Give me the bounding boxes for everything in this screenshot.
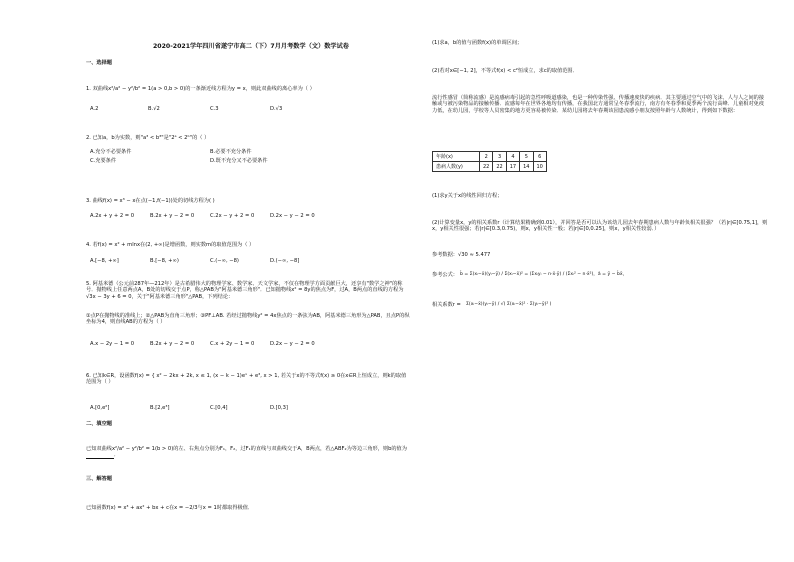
q2-opt-b: B.必要不充分条件	[210, 149, 252, 155]
q8-part1: (1)求a，b的值与函数f(x)的单调区间；	[432, 40, 523, 46]
correlation-label: 相关系数r =	[432, 302, 461, 308]
q1-opt-b: B.√2	[148, 106, 160, 112]
formula-label: 参考公式：	[432, 272, 458, 278]
table-cell: 17	[506, 162, 519, 172]
q2-opt-c: C.充要条件	[90, 158, 117, 164]
q3-opt-d: D.2x − y − 2 = 0	[270, 213, 315, 219]
q3-opt-c: C.2x − y + 2 = 0	[210, 213, 255, 219]
q4-opt-b: B.[−8, +∞)	[150, 258, 179, 264]
regression-formula: b̂ = Σ(xᵢ−x̄)(yᵢ−ȳ) / Σ(xᵢ−x̄)² = (Σxᵢyᵢ − n·x̄·ȳ) / (Σxᵢ² − n·x̄²)，â = ȳ − b̂x̄，	[460, 272, 628, 277]
q1-opt-a: A.2	[90, 106, 99, 112]
q7-text: 已知双曲线x²/a² − y²/b² = 1(b > 0)的左、右焦点分别为F₁，F₂，过F₁的直线与双曲线交于A，B两点，若△ABF₂为等边三角形，则b的值为	[86, 446, 407, 452]
section-choice: 一、选择题	[86, 60, 112, 66]
table-cell: 4	[506, 152, 519, 162]
q9-intro: 流行性感冒（简称流感）是流感病毒引起的急性呼吸道感染，也是一种传染性强、传播速度快的疾病．其主要通过空气中的飞沫、人与人之间的接触或与被污染物品的接触传播．流感每年在世界各地均有传播，在我国北方通常呈冬春季流行，南方有冬春季和夏季两个流行高峰．儿童相对免疫力低，在幼儿园，学校等人员密集的地方更容易被传染．某幼儿园将去年春期该园患流感小朋友按照年龄与人数统计，得到如下数据：	[432, 95, 765, 114]
q9-part1: (1)求y关于x的线性回归方程；	[432, 193, 503, 199]
q6-opt-c: C.[0,4]	[210, 405, 228, 411]
q7-tail: ．	[114, 452, 120, 459]
q1-opt-c: C.3	[210, 106, 219, 112]
table-cell: 3	[493, 152, 506, 162]
q3-opt-a: A.2x + y + 2 = 0	[90, 213, 135, 219]
table-row	[433, 162, 547, 172]
section-fill: 二、填空题	[86, 421, 112, 427]
right-column	[432, 0, 772, 562]
table-cell: 2	[480, 152, 493, 162]
table-cell: 22	[493, 162, 506, 172]
q8-stem: 已知函数f(x) = x³ + ax² + bx + c在x = −2/3与x = 1时都取得极值．	[86, 505, 254, 511]
q4-stem: 4. 若f(x) = x² + mlnx在(2, +∞)是增函数，则实数m的取值范围为（ ）	[86, 242, 255, 248]
q5-opt-a: A.x − 2y − 1 = 0	[90, 341, 135, 347]
table-cell: 10	[533, 162, 546, 172]
q5-conditions: ①点P在抛物线的准线上；②△PAB为直角三角形；③PF⊥AB. 若经过抛物线y² = 4x焦点的一条弦为AB，阿基米德三角形为△PAB，且点P的纵坐标为4，则直线AB的方程为（ ）	[86, 313, 410, 326]
q3-opt-b: B.2x + y − 2 = 0	[150, 213, 195, 219]
q5-opt-b: B.2x + y − 2 = 0	[150, 341, 195, 347]
q6-stem: 6. 已知k∈R，设函数f(x) = { x² − 2kx + 2k, x ≤ 1, (x − k − 1)eˣ + e³, x > 1, 若关于x的不等式f(x) ≥ 0在x∈R上恒成立，则k的取值范围为（ ）	[86, 373, 407, 386]
q4-opt-c: C.(−∞, −8)	[210, 258, 239, 264]
q5-opt-d: D.2x − y − 2 = 0	[270, 341, 315, 347]
q5-stem: 5. 阿基米德（公元前287年—212年）是古希腊伟大的物理学家、数学家、天文学家，不仅在物理学方面贡献巨大，还享有"数学之神"的称号．抛物线上任意两点A，B处的切线交于点P，称△PAB为"阿基米德三角形"．已知抛物线x² = 8y的焦点为F，过A，B两点的直线的方程为√3x − 3y + 6 = 0，关于"阿基米德三角形"△PAB，下列结论：	[86, 281, 404, 300]
section-answer: 三、解答题	[86, 476, 112, 482]
q6-opt-a: A.[0,e²]	[90, 405, 110, 411]
row-label-age: 年龄(x)	[433, 152, 480, 162]
q4-opt-a: A.[−8, +∞]	[90, 258, 119, 264]
q2-opt-a: A.充分不必要条件	[90, 149, 132, 155]
q5-opt-c: C.x + 2y − 1 = 0	[210, 341, 255, 347]
answer-blank	[86, 453, 114, 459]
reference-data: 参考数据：√30 ≈ 5.477	[432, 252, 491, 258]
q6-opt-d: D.[0,3]	[270, 405, 288, 411]
table-cell: 6	[533, 152, 546, 162]
q9-part2: (2)计算变量x，y的相关系数r（计算结果精确到0.01），并回答是否可以认为该幼儿园去年春期患病人数与年龄负相关很强？（若|r|∈[0.75,1]，则x，y相关性很强；若|r|∈[0.3,0.75)，则x，y相关性一般；若|r|∈[0,0.25]，则x，y相关性较弱．）	[432, 220, 768, 233]
q2-opt-d: D.既不充分又不必要条件	[210, 158, 268, 164]
q1-stem: 1. 双曲线x²/a² − y²/b² = 1(a > 0,b > 0)的一条渐近线方程为y = x，则此双曲线的离心率为（ ）	[86, 86, 315, 92]
row-label-cases: 患病人数(y)	[433, 162, 480, 172]
q7-stem	[86, 446, 411, 459]
page-title: 2020-2021学年四川省遂宁市高二（下）7月月考数学（文）数学试卷	[152, 43, 349, 50]
table-cell: 5	[520, 152, 533, 162]
q1-opt-d: D.√3	[270, 106, 283, 112]
q3-stem: 3. 曲线f(x) = x³ − x在点(−1,f(−1))处的切线方程为( )	[86, 198, 215, 204]
table-cell: 14	[520, 162, 533, 172]
q6-opt-b: B.[2,e³]	[150, 405, 170, 411]
left-column	[86, 0, 416, 562]
table-row	[433, 152, 547, 162]
correlation-formula: Σ(xᵢ−x̄)(yᵢ−ȳ) / √( Σ(xᵢ−x̄)² · Σ(yᵢ−ȳ)² )	[466, 302, 552, 307]
data-table	[432, 151, 547, 172]
q4-opt-d: D.(−∞, −8]	[270, 258, 300, 264]
table-cell: 22	[480, 162, 493, 172]
q8-part2: (2)若对x∈[−1, 2]，不等式f(x) < c²恒成立，求c的取值范围．	[432, 68, 578, 74]
q2-stem: 2. 已知a，b为实数，则"a³ < b³"是"2ᵃ < 2ᵇ"的（ ）	[86, 135, 210, 141]
